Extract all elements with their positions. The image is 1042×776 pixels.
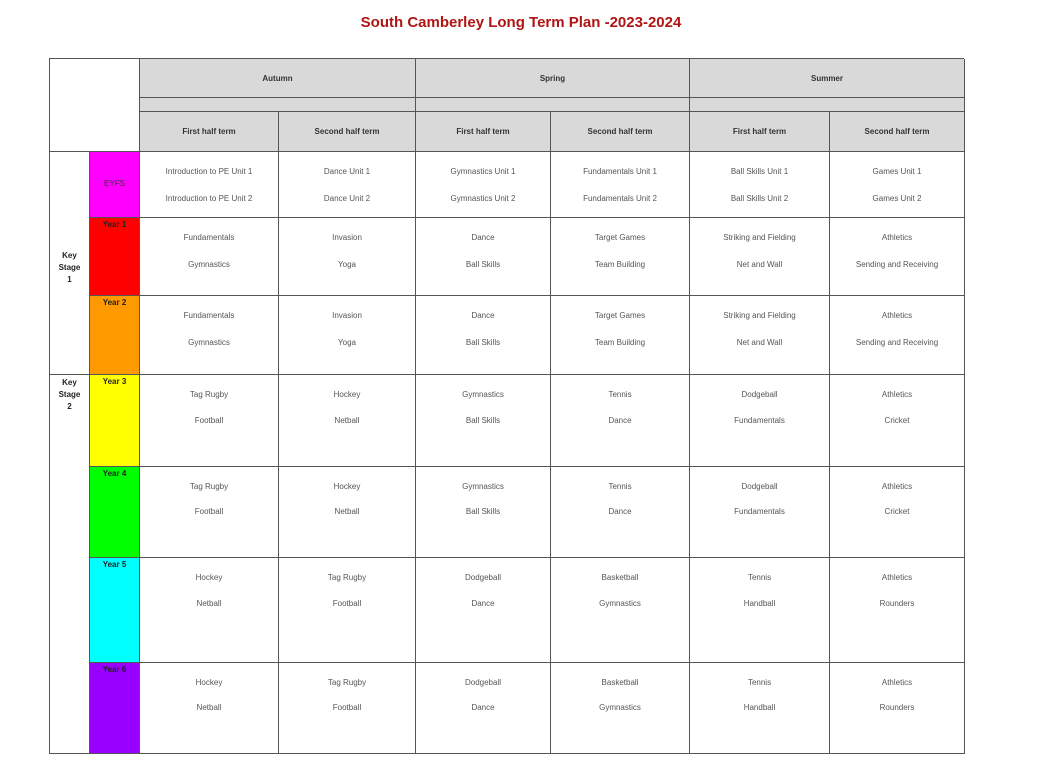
activity-text: Ball Skills: [465, 260, 501, 269]
activity-text: Fundamentals: [183, 311, 235, 320]
activity-text: Hockey: [195, 573, 223, 582]
activity-cell: [830, 663, 965, 754]
activity-text: Invasion: [332, 311, 362, 320]
key-stage-label: Key Stage 1: [58, 251, 81, 284]
year-label-cell: [90, 152, 140, 218]
activity-cell: [551, 296, 690, 375]
activity-text: Dance: [471, 233, 495, 242]
activity-text: Rounders: [879, 599, 915, 608]
activity-text: Yoga: [338, 338, 356, 347]
season-spacer: [416, 98, 690, 112]
activity-text: Gymnastics: [462, 390, 504, 399]
activity-cell: [551, 218, 690, 296]
activity-text: Invasion: [332, 233, 362, 242]
activity-cell: [830, 375, 965, 467]
long-term-plan-table: [49, 58, 964, 754]
activity-text: Football: [332, 703, 362, 712]
term-header: Second half term: [551, 112, 690, 152]
activity-cell: [416, 152, 551, 218]
activity-cell: [551, 558, 690, 663]
activity-text: Team Building: [594, 260, 646, 269]
term-header: Second half term: [830, 112, 965, 152]
activity-text: Dodgeball: [464, 678, 502, 687]
activity-cell: [690, 375, 830, 467]
activity-cell: [830, 296, 965, 375]
activity-text: Athletics: [881, 390, 913, 399]
activity-text: Net and Wall: [736, 260, 783, 269]
year-label: Year 2: [102, 298, 127, 307]
activity-cell: [140, 296, 279, 375]
term-header: First half term: [690, 112, 830, 152]
activity-text: Dodgeball: [741, 482, 778, 491]
activity-text: Football: [194, 416, 224, 425]
activity-text: Gymnastics: [599, 703, 641, 712]
year-label-cell: [90, 218, 140, 296]
activity-text: Ball Skills Unit 2: [730, 194, 789, 203]
season-header: Autumn: [140, 59, 416, 98]
activity-text: Yoga: [338, 260, 356, 269]
activity-text: Ball Skills Unit 1: [730, 167, 789, 176]
activity-cell: [279, 558, 416, 663]
activity-cell: [551, 375, 690, 467]
year-label: Year 5: [102, 560, 127, 569]
activity-text: Hockey: [333, 390, 361, 399]
activity-cell: [279, 663, 416, 754]
activity-text: Games Unit 1: [872, 167, 922, 176]
key-stage-label: Key Stage 2: [58, 378, 81, 411]
activity-text: Gymnastics Unit 1: [450, 167, 516, 176]
activity-text: Target Games: [594, 233, 646, 242]
year-label-cell: [90, 663, 140, 754]
activity-text: Dance: [608, 507, 632, 516]
activity-text: Net and Wall: [736, 338, 783, 347]
activity-cell: [551, 152, 690, 218]
activity-text: Athletics: [881, 482, 913, 491]
year-label: Year 4: [102, 469, 127, 478]
activity-cell: [140, 558, 279, 663]
activity-text: Rounders: [879, 703, 915, 712]
activity-cell: [690, 296, 830, 375]
year-label-cell: [90, 467, 140, 558]
activity-text: Football: [332, 599, 362, 608]
activity-text: Sending and Receiving: [855, 338, 939, 347]
activity-cell: [279, 218, 416, 296]
activity-text: Basketball: [601, 678, 639, 687]
activity-text: Striking and Fielding: [723, 233, 796, 242]
activity-text: Gymnastics Unit 2: [450, 194, 516, 203]
term-header: First half term: [140, 112, 279, 152]
activity-cell: [416, 218, 551, 296]
term-header: First half term: [416, 112, 551, 152]
key-stage-cell: [50, 152, 90, 375]
activity-text: Gymnastics: [188, 338, 230, 347]
activity-cell: [690, 152, 830, 218]
activity-text: Tennis: [747, 678, 772, 687]
activity-text: Tag Rugby: [327, 573, 367, 582]
activity-text: Cricket: [884, 507, 910, 516]
activity-text: Netball: [196, 599, 222, 608]
activity-text: Athletics: [881, 678, 913, 687]
activity-text: Netball: [334, 507, 360, 516]
activity-cell: [416, 296, 551, 375]
activity-cell: [830, 218, 965, 296]
activity-text: Hockey: [333, 482, 361, 491]
activity-text: Ball Skills: [465, 338, 501, 347]
activity-text: Tennis: [608, 390, 632, 399]
key-stage-cell: [50, 375, 90, 754]
activity-text: Dance Unit 1: [323, 167, 371, 176]
activity-text: Tag Rugby: [189, 482, 229, 491]
activity-text: Dance: [608, 416, 632, 425]
activity-text: Dance: [471, 311, 495, 320]
activity-cell: [279, 296, 416, 375]
activity-text: Athletics: [881, 573, 913, 582]
activity-text: Dodgeball: [741, 390, 778, 399]
activity-text: Fundamentals Unit 2: [583, 194, 657, 203]
activity-text: Netball: [334, 416, 360, 425]
year-label-cell: [90, 558, 140, 663]
activity-text: Dance Unit 2: [323, 194, 371, 203]
activity-cell: [830, 152, 965, 218]
season-header: Summer: [690, 59, 965, 98]
activity-cell: [551, 663, 690, 754]
activity-cell: [830, 467, 965, 558]
activity-text: Dodgeball: [464, 573, 502, 582]
activity-text: Games Unit 2: [872, 194, 922, 203]
year-label: Year 6: [102, 665, 127, 674]
activity-text: Sending and Receiving: [855, 260, 939, 269]
activity-text: Football: [194, 507, 224, 516]
activity-text: Ball Skills: [465, 416, 501, 425]
season-spacer: [690, 98, 965, 112]
activity-text: Athletics: [881, 233, 913, 242]
activity-text: Introduction to PE Unit 2: [165, 194, 253, 203]
activity-cell: [140, 152, 279, 218]
activity-cell: [279, 375, 416, 467]
activity-text: Fundamentals: [734, 507, 785, 516]
activity-cell: [416, 558, 551, 663]
activity-text: Hockey: [195, 678, 223, 687]
activity-cell: [830, 558, 965, 663]
activity-text: Gymnastics: [188, 260, 230, 269]
year-label: EYFS: [104, 179, 125, 188]
activity-text: Netball: [196, 703, 222, 712]
activity-text: Gymnastics: [462, 482, 504, 491]
activity-text: Tennis: [608, 482, 632, 491]
activity-text: Ball Skills: [465, 507, 501, 516]
corner-blank: [50, 59, 140, 152]
activity-cell: [140, 467, 279, 558]
activity-cell: [690, 663, 830, 754]
activity-text: Striking and Fielding: [723, 311, 796, 320]
activity-text: Fundamentals: [183, 233, 235, 242]
activity-cell: [279, 152, 416, 218]
activity-cell: [690, 467, 830, 558]
season-spacer: [140, 98, 416, 112]
activity-cell: [690, 558, 830, 663]
activity-cell: [140, 375, 279, 467]
activity-text: Introduction to PE Unit 1: [165, 167, 253, 176]
activity-text: Cricket: [884, 416, 910, 425]
activity-text: Fundamentals: [734, 416, 785, 425]
activity-text: Tag Rugby: [327, 678, 367, 687]
activity-cell: [140, 218, 279, 296]
page-title: South Camberley Long Term Plan -2023-2024: [360, 14, 682, 31]
year-label-cell: [90, 375, 140, 467]
activity-cell: [416, 375, 551, 467]
activity-cell: [279, 467, 416, 558]
activity-text: Dance: [471, 703, 495, 712]
activity-text: Dance: [471, 599, 495, 608]
activity-text: Target Games: [594, 311, 646, 320]
activity-text: Handball: [743, 703, 776, 712]
activity-text: Tag Rugby: [189, 390, 229, 399]
activity-text: Team Building: [594, 338, 646, 347]
year-label-cell: [90, 296, 140, 375]
activity-text: Handball: [743, 599, 776, 608]
activity-text: Basketball: [601, 573, 639, 582]
activity-text: Fundamentals Unit 1: [583, 167, 657, 176]
season-header: Spring: [416, 59, 690, 98]
activity-cell: [690, 218, 830, 296]
activity-cell: [140, 663, 279, 754]
year-label: Year 1: [102, 220, 127, 229]
activity-text: Tennis: [747, 573, 772, 582]
term-header: Second half term: [279, 112, 416, 152]
activity-text: Gymnastics: [599, 599, 641, 608]
activity-cell: [551, 467, 690, 558]
activity-text: Athletics: [881, 311, 913, 320]
year-label: Year 3: [102, 377, 127, 386]
activity-cell: [416, 467, 551, 558]
activity-cell: [416, 663, 551, 754]
